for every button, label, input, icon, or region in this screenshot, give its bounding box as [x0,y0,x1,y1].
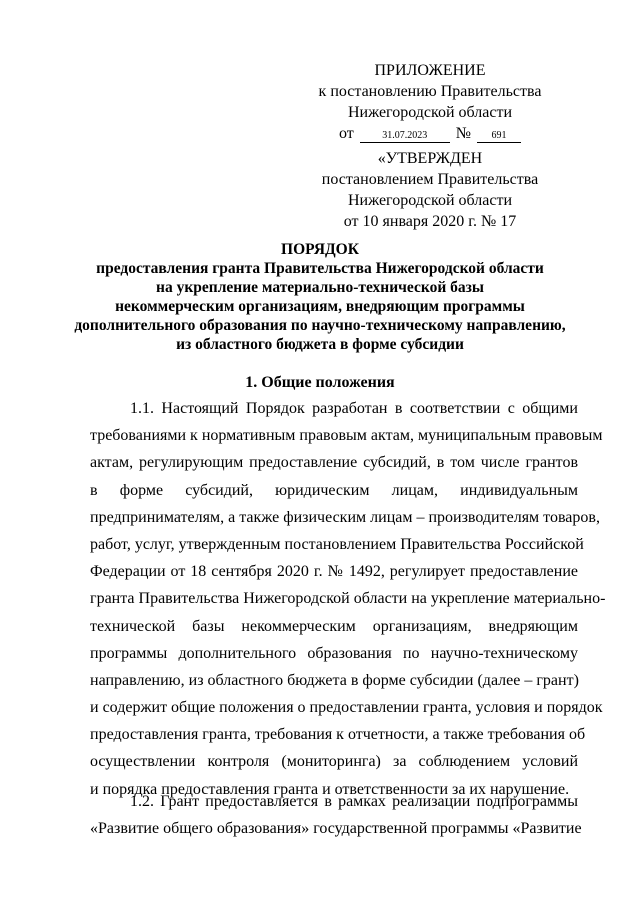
text-line: направлению, из областного бюджета в форме субсидии (далее – грант) [90,671,579,689]
approved-header [310,148,550,232]
text-line: Федерации от 18 сентября 2020 г. № 1492, регулирует предоставление [90,563,578,581]
approved-line-3: от 10 января 2020 г. № 17 [343,213,517,230]
paragraph-1-2 [90,788,582,842]
appendix-number: 691 [477,130,521,143]
appendix-header [310,60,550,144]
text-line: программы дополнительного образования по научно-техническому [90,644,578,662]
text-line: в форме субсидий, юридическим лицам, индивидуальным [90,481,578,499]
text-line: 1.1. Настоящий Порядок разработан в соответствии с общими [130,400,578,417]
text-line: работ, услуг, утвержденным постановлением Правительства Российской [90,535,584,553]
section-heading: 1. Общие положения [245,374,395,391]
title-line: предоставления гранта Правительства Нижегородской области [96,260,544,277]
appendix-line-2: Нижегородской области [347,104,512,121]
appendix-from-label: от [338,125,354,142]
text-line: предпринимателям, а также физическим лицам – производителям товаров, [90,508,600,526]
text-line: требованиями к нормативным правовым актам, муниципальным правовым [90,427,603,445]
document-heading: ПОРЯДОК [281,241,359,258]
approved-title: «УТВЕРЖДЕН [377,150,483,167]
text-line: предоставления гранта, требования к отчетности, а также требования об [90,726,586,744]
document-title [60,240,580,354]
title-line: из областного бюджета в форме субсидии [176,336,464,353]
title-line: дополнительного образования по научно-техническому направлению, [74,317,566,334]
approved-line-2: Нижегородской области [347,192,512,209]
text-line: актам, регулирующим предоставление субсидий, в том числе грантов [90,454,578,472]
paragraph-1-1 [90,395,606,803]
appendix-title: ПРИЛОЖЕНИЕ [374,62,486,79]
appendix-line-1: к постановлению Правительства [318,83,542,100]
text-line: и содержит общие положения о предоставлении гранта, условия и порядок [90,699,603,717]
text-line: 1.2. Грант предоставляется в рамках реализации подпрограммы [130,793,578,810]
appendix-date: 31.07.2023 [360,130,450,143]
text-line: технической базы некоммерческим организациям, внедряющим [90,617,578,635]
text-line: осуществлении контроля (мониторинга) за соблюдением условий [90,753,578,771]
text-line: гранта Правительства Нижегородской области на укрепление материально- [90,590,606,608]
title-line: некоммерческим организациям, внедряющим программы [115,298,525,315]
approved-line-1: постановлением Правительства [321,171,539,188]
text-line: «Развитие общего образования» государственной программы «Развитие [90,820,582,838]
appendix-date-line [310,123,550,144]
title-line: на укрепление материально-технической базы [156,279,484,296]
text-line: и порядка предоставления гранта и ответственности за их нарушение. [90,780,570,798]
appendix-number-sign: № [455,125,472,142]
